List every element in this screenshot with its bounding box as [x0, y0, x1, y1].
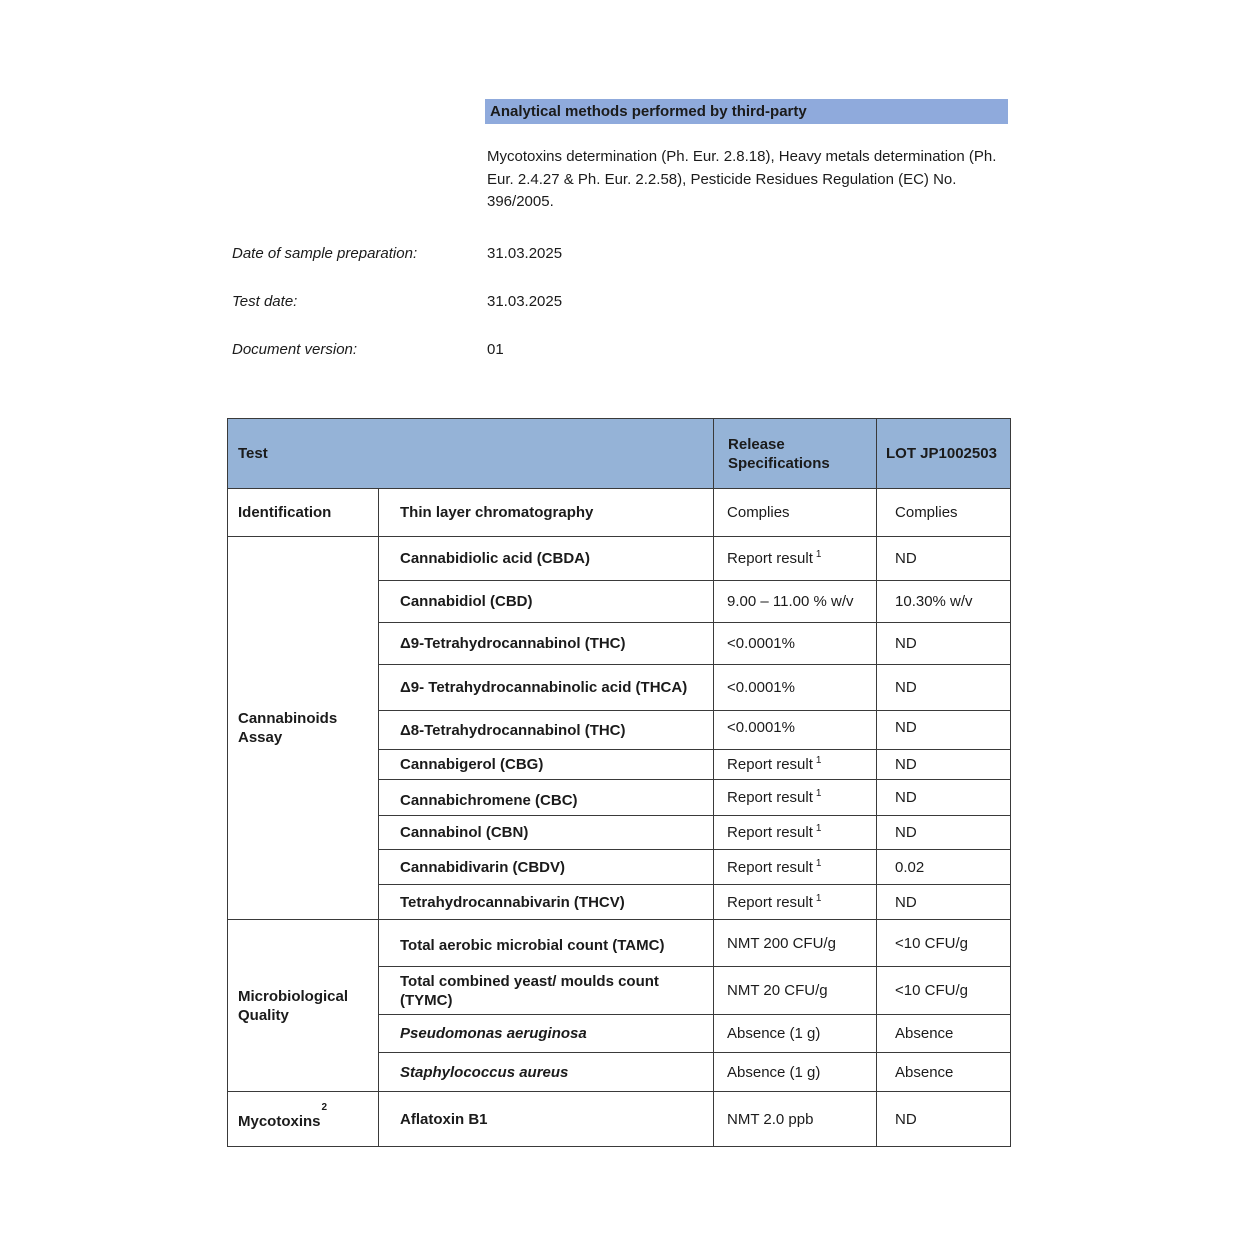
test-name-cell: Cannabigerol (CBG): [379, 750, 714, 780]
result-cell: ND: [877, 537, 1011, 581]
test-name-cell: Total combined yeast/ moulds count (TYMC): [379, 967, 714, 1015]
category-text: Mycotoxins: [238, 1112, 321, 1130]
result-cell: ND: [877, 816, 1011, 850]
table-row: [228, 920, 1011, 967]
header-test: Test: [228, 419, 714, 489]
spec-cell: [714, 537, 877, 581]
meta-value-document-version: 01: [487, 341, 504, 358]
spec-text: Report result: [727, 550, 813, 567]
meta-label-document-version: Document version:: [232, 341, 358, 358]
footnote-marker: 1: [815, 857, 822, 869]
section-title-bar: [485, 99, 1008, 124]
category-cell-cannabinoids-assay: Cannabinoids Assay: [228, 537, 379, 920]
spec-cell: <0.0001%: [714, 623, 877, 665]
result-cell: ND: [877, 885, 1011, 920]
header-release-specifications: Release Specifications: [714, 419, 877, 489]
test-name-cell: Thin layer chromatography: [379, 489, 714, 537]
section-title: Analytical methods performed by third-party: [490, 103, 807, 120]
result-cell: ND: [877, 665, 1011, 711]
test-name-cell: Pseudomonas aeruginosa: [379, 1015, 714, 1053]
spec-text: Report result: [727, 858, 813, 876]
spec-cell: [714, 750, 877, 780]
category-cell-mycotoxins: [228, 1092, 379, 1147]
test-name-cell: Aflatoxin B1: [379, 1092, 714, 1147]
spec-cell: <0.0001%: [714, 665, 877, 711]
result-cell: Complies: [877, 489, 1011, 537]
table-row: [228, 1092, 1011, 1147]
spec-cell: Absence (1 g): [714, 1015, 877, 1053]
spec-cell: [714, 780, 877, 816]
spec-text: Report result: [727, 824, 813, 841]
result-cell: 0.02: [877, 850, 1011, 885]
footnote-marker: 2: [321, 1101, 328, 1113]
spec-cell: 9.00 – 11.00 % w/v: [714, 581, 877, 623]
footnote-marker: 1: [815, 755, 822, 766]
test-name-cell: Δ8-Tetrahydrocannabinol (THC): [379, 711, 714, 750]
result-cell: Absence: [877, 1015, 1011, 1053]
meta-label-sample-preparation: Date of sample preparation:: [232, 245, 418, 262]
footnote-marker: 1: [815, 788, 822, 799]
table-row: [228, 489, 1011, 537]
result-cell: ND: [877, 623, 1011, 665]
result-cell: Absence: [877, 1053, 1011, 1092]
test-name-cell: Total aerobic microbial count (TAMC): [379, 920, 714, 967]
result-cell: ND: [877, 711, 1011, 750]
category-cell-identification: Identification: [228, 489, 379, 537]
spec-cell: [714, 816, 877, 850]
test-name-cell: Cannabidivarin (CBDV): [379, 850, 714, 885]
table-row: [228, 537, 1011, 581]
meta-value-test-date: 31.03.2025: [487, 293, 563, 310]
spec-cell: [714, 885, 877, 920]
spec-text: Report result: [727, 756, 813, 773]
test-name-cell: Staphylococcus aureus: [379, 1053, 714, 1092]
result-cell: ND: [877, 780, 1011, 816]
results-table: [227, 418, 1011, 1147]
test-name-cell: Cannabinol (CBN): [379, 816, 714, 850]
spec-cell: [714, 850, 877, 885]
table-header-row: [228, 419, 1011, 489]
spec-cell: NMT 2.0 ppb: [714, 1092, 877, 1147]
spec-text: Report result: [727, 893, 813, 911]
result-cell: ND: [877, 750, 1011, 780]
meta-label-test-date: Test date:: [232, 293, 298, 310]
test-name-cell: Tetrahydrocannabivarin (THCV): [379, 885, 714, 920]
meta-value-sample-preparation: 31.03.2025: [487, 245, 563, 262]
footnote-marker: 1: [815, 549, 822, 560]
test-name-cell: Cannabidiolic acid (CBDA): [379, 537, 714, 581]
test-name-cell: Δ9- Tetrahydrocannabinolic acid (THCA): [379, 665, 714, 711]
result-cell: 10.30% w/v: [877, 581, 1011, 623]
spec-text: Report result: [727, 789, 813, 806]
spec-cell: <0.0001%: [714, 711, 877, 750]
result-cell: ND: [877, 1092, 1011, 1147]
footnote-marker: 1: [815, 892, 822, 904]
spec-cell: Complies: [714, 489, 877, 537]
spec-cell: Absence (1 g): [714, 1053, 877, 1092]
methods-paragraph: Mycotoxins determination (Ph. Eur. 2.8.18), Heavy metals determination (Ph. Eur. 2.4.27 & Ph. Eur. 2.2.58), Pesticide Residues Regulation (EC) No. 396/2005.: [487, 148, 997, 210]
test-name-cell: Δ9-Tetrahydrocannabinol (THC): [379, 623, 714, 665]
test-name-cell: Cannabichromene (CBC): [379, 780, 714, 816]
footnote-marker: 1: [815, 823, 822, 834]
spec-cell: NMT 200 CFU/g: [714, 920, 877, 967]
result-cell: <10 CFU/g: [877, 920, 1011, 967]
category-cell-microbiological-quality: Microbiological Quality: [228, 920, 379, 1092]
result-cell: <10 CFU/g: [877, 967, 1011, 1015]
spec-cell: NMT 20 CFU/g: [714, 967, 877, 1015]
test-name-cell: Cannabidiol (CBD): [379, 581, 714, 623]
header-lot: LOT JP1002503: [877, 419, 1011, 489]
